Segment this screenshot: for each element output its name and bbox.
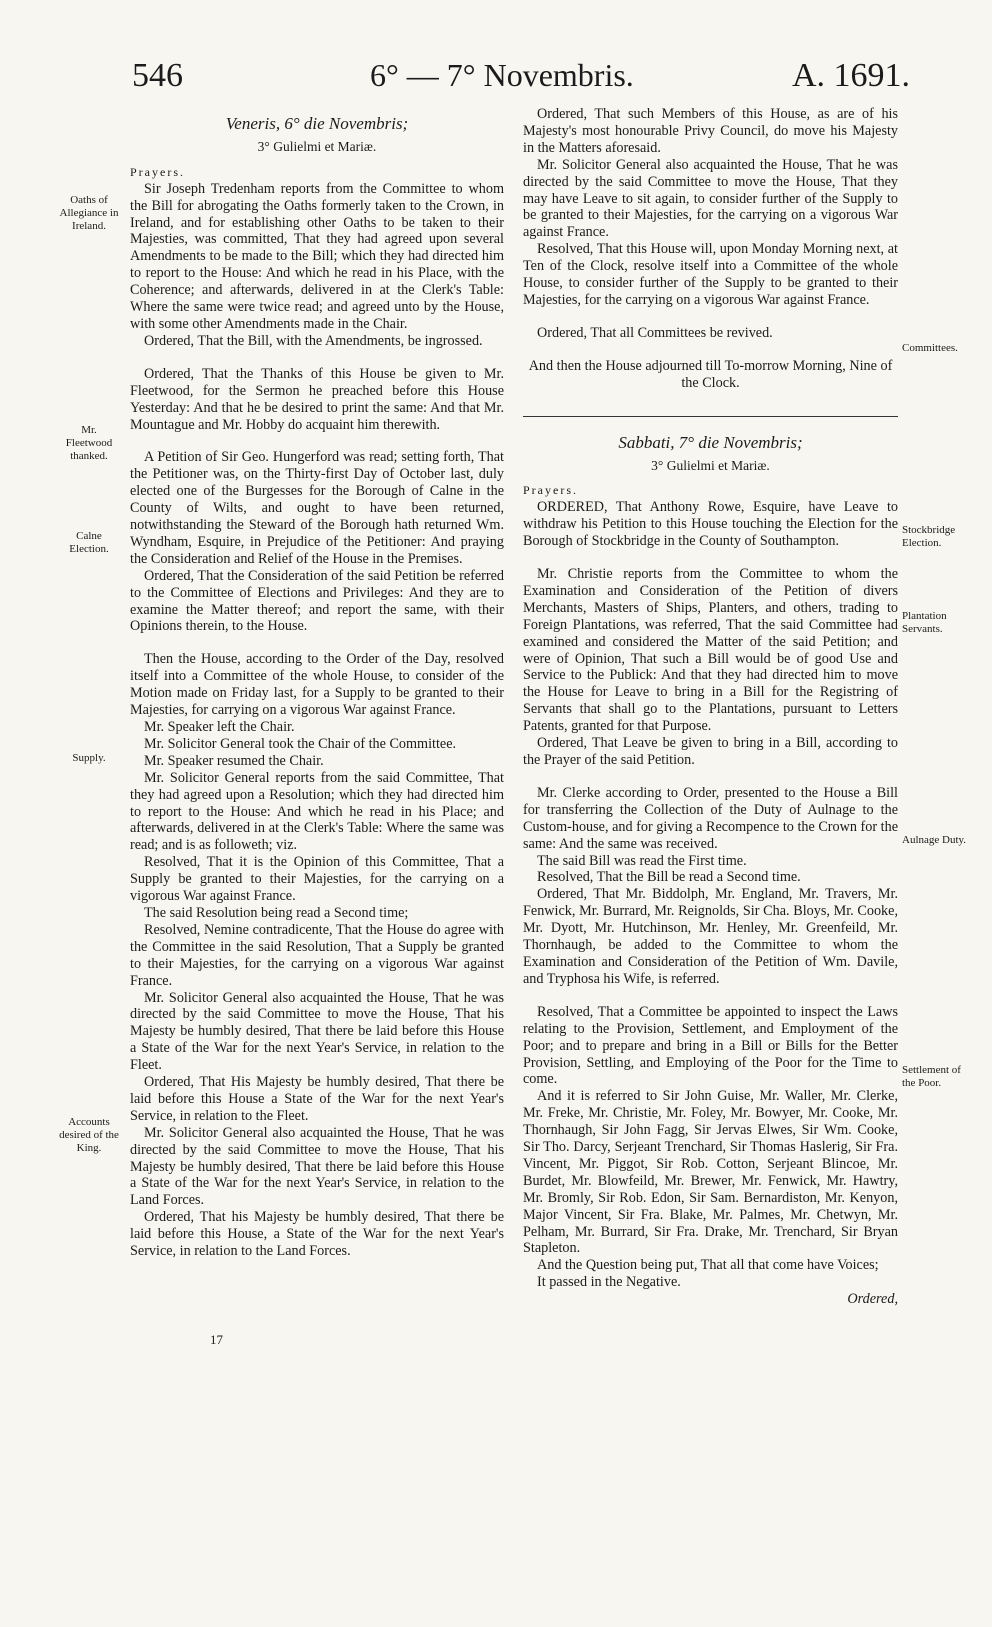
entry: And it is referred to Sir John Guise, Mr. Waller, Mr. Clerke, Mr. Freke, Mr. Christie, Mr. Foley, Mr. Bowyer, Mr. Cooke, Mr. Thornhaugh, Sir John Fagg, Sir Jervas Elwes, Sir Wm. Cooke, Sir Tho. Darcy, Serjeant Trenchard, Sir Thomas Haslerig, Sir Fra. Vincent, Mr. Piggot, Sir Rob. Cotton, Serjeant Blincoe, Mr. Burdet, Mr. Blowfeild, Mr. Brewer, Mr. Fenwick, Mr. Hawtry, Mr. Bromly, Sir Rob. Edon, Sir Sam. Bernardiston, Mr. Kenyon, Major Vincent, Sir Fra. Blake, Mr. Palmes, Mr. Chetwyn, Mr. Pelham, Mr. Burrard, Sir Fra. Drake, Mr. Trenchard, Sir Bryan Stapleton. (523, 1088, 898, 1257)
entry: Resolved, That a Committee be appointed to inspect the Laws relating to the Provision, Settlement, and Employment of the Poor; and to prepare and bring in a Bill or Bills for the Better Provision, Settling, and Employing of the Poor for the Time to come. (523, 1003, 898, 1088)
left-column (130, 106, 504, 1260)
margin-note: Oaths of Allegiance in Ireland. (59, 194, 119, 232)
margin-note: Supply. (72, 752, 106, 764)
entry: ORDERED, That Anthony Rowe, Esquire, have Leave to withdraw his Petition to this House touching the Election for the Borough of Stockbridge in the County of Southampton. (523, 499, 898, 550)
margin-note: Settlement of the Poor. (902, 1064, 961, 1089)
entry: Mr. Speaker resumed the Chair. (144, 752, 324, 769)
entry: Mr. Clerke according to Order, presented to the House a Bill for transferring the Collection of the Duty of Aulnage to the Custom-house, and for giving a Recompence to the Crown for the same: And the same was received. (523, 784, 898, 852)
entry: Ordered, That His Majesty be humbly desired, That there be laid before this House a State of the War for the next Year's Service, in relation to the Fleet. (130, 1074, 504, 1124)
margin-note: Aulnage Duty. (902, 834, 967, 846)
page-header (130, 55, 910, 103)
margin-note: Stockbridge Election. (902, 524, 956, 549)
entry: Mr. Solicitor General also acquainted the House, That he was directed by the said Committee to move the House, That they may have Leave to sit again, to consider further of the Supply to be granted to their Majesties, for the carrying on a vigorous War against France. (523, 156, 898, 241)
day-heading: Veneris, 6° die Novembris; (225, 114, 409, 133)
entry: Mr. Solicitor General took the Chair of the Committee. (144, 735, 457, 752)
day-heading: Sabbati, 7° die Novembris; (618, 432, 803, 452)
entry: Ordered, That the Bill, with the Amendments, be ingrossed. (144, 332, 483, 349)
margin-note: Plantation Servants. (902, 610, 947, 635)
entry: Sir Joseph Tredenham reports from the Committee to whom the Bill for abrogating the Oaths formerly taken to the Crown, in Ireland, and for establishing other Oaths to be taken to their Majesties, was committed, That they had agreed upon several Amendments to be made to the Bill; which they had directed him to report to the House: And which he read in his Place, with the Coherence; and afterwards, delivered in at the Clerk's Table: Where the same were twice read; and agreed unto by the House, with some other Amendments made in the Chair. (130, 180, 504, 332)
regnal-year: 3° Gulielmi et Mariæ. (257, 138, 377, 154)
entry: Resolved, That it is the Opinion of this Committee, That a Supply be granted to their Majesties, for the carrying on a vigorous War against France. (130, 854, 504, 905)
entry: Mr. Speaker left the Chair. (144, 719, 295, 735)
year-heading: A. 1691. (791, 57, 910, 94)
entry: Resolved, That this House will, upon Monday Morning next, at Ten of the Clock, resolve itself into a Committee of the whole House, to consider further of the Supply to be granted to their Majesties, for the carrying on a vigorous War against France. (523, 241, 898, 308)
entry: Ordered, That the Consideration of the said Petition be referred to the Committee of Elections and Privileges: And they are to examine the Matter thereof; and report the same, with their Opinions therein, to the House. (130, 567, 504, 635)
prayers-label: Prayers. (523, 483, 578, 498)
page-number: 546 (132, 57, 183, 94)
entry: A Petition of Sir Geo. Hungerford was read; setting forth, That the Petitioner was, on the Thirty-first Day of October last, duly elected one of the Burgesses for the Borough of Calne in the County of Wilts, and ought to have been returned, notwithstanding the Steward of the Borough hath returned Wm. Wyndham, Esquire, in Prejudice of the Petitioner: And praying the Consideration and Relief of the House in the Premises. (130, 449, 504, 567)
entry: Resolved, Nemine contradicente, That the House do agree with the Committee in the said Resolution, That a Supply be granted to their Majesties, for the carrying on a vigorous War against France. (130, 921, 504, 989)
entry: Mr. Solicitor General also acquainted the House, That he was directed by the said Committee to move the House, That his Majesty be humbly desired, That there be laid before this House a State of the War for the next Year's Service, in relation to the Fleet. (130, 989, 504, 1074)
entry: Mr. Solicitor General reports from the said Committee, That they had agreed upon a Resolution; which they had directed him to report to the House: And which he read in his Place; and afterwards, delivered in at the Clerk's Table: Where the same was read; and is as followeth; viz. (130, 769, 504, 854)
regnal-year: 3° Gulielmi et Mariæ. (651, 457, 770, 473)
entry: Resolved, That the Bill be read a Second time. (537, 869, 801, 886)
margin-note: Calne Election. (69, 530, 109, 555)
entry: Ordered, That Leave be given to bring in a Bill, according to the Prayer of the said Petition. (523, 735, 898, 768)
entry: It passed in the Negative. (537, 1274, 681, 1291)
margin-note: Committees. (902, 342, 958, 354)
catchword: Ordered, (847, 1291, 898, 1308)
entry: Mr. Solicitor General also acquainted the House, That he was directed by the said Committee to move the House, That his Majesty be humbly desired, That there be laid before this House a State of the War for the next Year's Service, in relation to the Land Forces. (130, 1124, 504, 1209)
margin-note: Accounts desired of the King. (59, 1116, 119, 1154)
running-title: 6° — 7° Novembris. (370, 57, 634, 93)
entry: Ordered, That all Committees be revived. (537, 324, 773, 341)
prayers-label: Prayers. (130, 164, 185, 179)
entry: Ordered, That Mr. Biddolph, Mr. England, Mr. Travers, Mr. Fenwick, Mr. Burrard, Mr. Reignolds, Sir Cha. Bloys, Mr. Cooke, Mr. Dyott, Mr. Hutchinson, Mr. Henley, Mr. Greenfeild, Mr. Thornhaugh, be added to the Committee to whom the Examination and Consideration of the Petition of Wm. Davile, and Tryphosa his Wife, is referred. (523, 886, 898, 987)
entry: Ordered, That his Majesty be humbly desired, That there be laid before this House, a State of the War for the next Year's Service, in relation to the Land Forces. (130, 1209, 504, 1260)
entry: Ordered, That the Thanks of this House be given to Mr. Fleetwood, for the Sermon he preached before this House Yesterday: And that he be desired to print the same: And that Mr. Mountague and Mr. Hobby do acquaint him therewith. (130, 365, 504, 433)
margin-note: Mr. Fleetwood thanked. (65, 424, 113, 462)
entry: Then the House, according to the Order of the Day, resolved itself into a Committee of the whole House, to consider of the Motion made on Friday last, for a Supply to be granted to their Majesties, for carrying on a vigorous War against France. (130, 651, 504, 719)
section-divider (523, 416, 898, 417)
signature-mark: 17 (210, 1332, 223, 1347)
entry: The said Bill was read the First time. (537, 852, 747, 869)
adjournment: And then the House adjourned till To-morrow Morning, Nine of the Clock. (528, 357, 893, 391)
entry: Ordered, That such Members of this House, as are of his Majesty's most honourable Privy Council, do move his Majesty in the Matters aforesaid. (523, 106, 898, 156)
right-column (523, 106, 898, 1308)
entry: The said Resolution being read a Second time; (144, 904, 409, 921)
entry: And the Question being put, That all that come have Voices; (537, 1257, 879, 1274)
entry: Mr. Christie reports from the Committee to whom the Examination and Consideration of the Petition of divers Merchants, Masters of Ships, Planters, and others, trading to Foreign Plantations, was referred, That the said Committee had examined and considered the Matter of the said Petition; and were of Opinion, That such a Bill would be of good Use and Service to the Publick: And that they had directed him to move the House for Leave to bring in a Bill for the Registring of Servants that shall go to the Plantations, pursuant to Letters Patents, granted for that Purpose. (523, 566, 898, 735)
